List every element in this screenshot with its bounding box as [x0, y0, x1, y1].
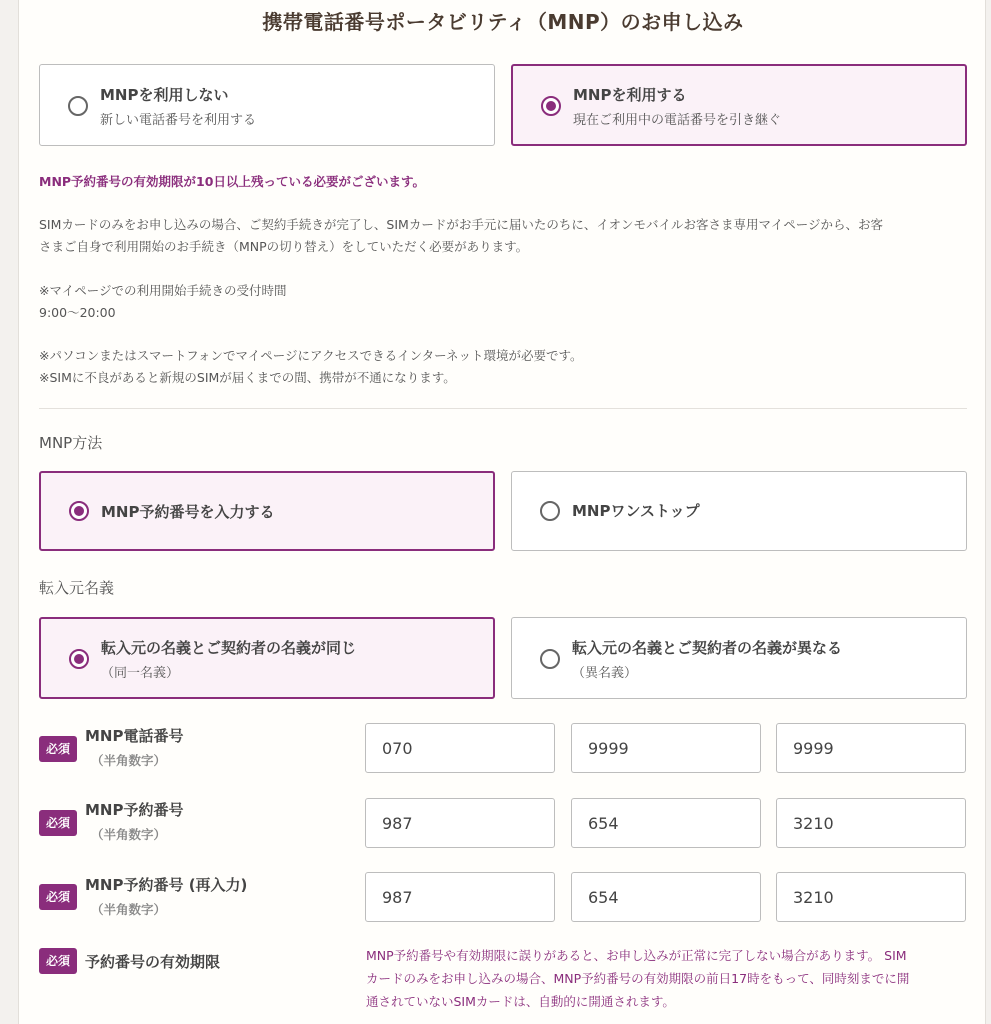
sim-only-info	[39, 214, 969, 258]
mypage-hours-info	[39, 280, 969, 324]
info-line: ※パソコンまたはスマートフォンでマイページにアクセスできるインターネット環境が必要です。	[39, 348, 583, 363]
option-mnp-use[interactable]	[511, 64, 967, 146]
mnp-reservation-label: MNP予約番号	[85, 801, 184, 819]
transfer-name-label: 転入元名義	[39, 579, 115, 597]
expiry-label: 予約番号の有効期限	[85, 953, 221, 971]
radio-checked-icon[interactable]	[69, 649, 89, 669]
mnp-phone-hint: （半角数字）	[91, 753, 167, 768]
required-badge: 必須	[39, 736, 77, 762]
radio-checked-icon[interactable]	[69, 501, 89, 521]
section-divider	[39, 408, 967, 409]
option-mnp-reservation-number[interactable]	[39, 471, 495, 551]
mnp-reservation-input-2[interactable]	[571, 798, 761, 848]
option-mnp-onestop[interactable]	[511, 471, 967, 551]
info-line: ※SIMに不良があると新規のSIMが届くまでの間、携帯が不通になります。	[39, 370, 456, 385]
option-title: MNPワンストップ	[572, 502, 700, 520]
option-subtitle: （異名義）	[572, 666, 638, 681]
radio-checked-icon[interactable]	[541, 96, 561, 116]
option-same-name[interactable]	[39, 617, 495, 699]
option-different-name[interactable]	[511, 617, 967, 699]
option-title: 転入元の名義とご契約者の名義が同じ	[101, 639, 357, 657]
mnp-reservation-input-3[interactable]	[776, 798, 966, 848]
mnp-reservation-input-1[interactable]	[365, 798, 555, 848]
required-badge: 必須	[39, 948, 77, 974]
option-mnp-not-use[interactable]	[39, 64, 495, 146]
caution-info	[39, 345, 969, 389]
mnp-method-label: MNP方法	[39, 434, 103, 452]
expiry-requirement-notice: MNP予約番号の有効期限が10日以上残っている必要がございます。	[39, 174, 425, 189]
option-subtitle: 新しい電話番号を利用する	[100, 113, 257, 128]
info-line: ※マイページでの利用開始手続きの受付時間	[39, 283, 287, 298]
mnp-reservation-hint: （半角数字）	[91, 827, 167, 842]
info-line: さまご自身で利用開始のお手続き（MNPの切り替え）をしていただく必要があります。	[39, 239, 529, 254]
mnp-phone-input-2[interactable]	[571, 723, 761, 773]
expiry-caution-note	[366, 944, 966, 1013]
option-title: MNPを利用する	[573, 86, 687, 104]
required-badge: 必須	[39, 810, 77, 836]
radio-unchecked-icon[interactable]	[540, 501, 560, 521]
page-title: 携帯電話番号ポータビリティ（MNP）のお申し込み	[262, 10, 744, 34]
radio-unchecked-icon[interactable]	[540, 649, 560, 669]
mnp-reservation-confirm-input-1[interactable]	[365, 872, 555, 922]
mnp-form-panel	[18, 0, 986, 1024]
required-badge: 必須	[39, 884, 77, 910]
mnp-reservation-confirm-hint: （半角数字）	[91, 902, 167, 917]
note-line: MNP予約番号や有効期限に誤りがあると、お申し込みが正常に完了しない場合があります。 SIM	[366, 948, 907, 963]
option-title: MNPを利用しない	[100, 86, 229, 104]
option-subtitle: （同一名義）	[101, 666, 180, 681]
mnp-reservation-confirm-label: MNP予約番号 (再入力)	[85, 876, 248, 894]
mnp-phone-input-3[interactable]	[776, 723, 966, 773]
info-line: 9:00〜20:00	[39, 305, 116, 320]
mnp-reservation-confirm-input-3[interactable]	[776, 872, 966, 922]
option-subtitle: 現在ご利用中の電話番号を引き継ぐ	[573, 113, 782, 128]
option-title: 転入元の名義とご契約者の名義が異なる	[572, 639, 843, 657]
note-line: カードのみをお申し込みの場合、MNP予約番号の有効期限の前日17時をもって、同時刻までに開	[366, 971, 910, 986]
info-line: SIMカードのみをお申し込みの場合、ご契約手続きが完了し、SIMカードがお手元に届いたのちに、イオンモバイルお客さま専用マイページから、お客	[39, 217, 883, 232]
mnp-phone-label: MNP電話番号	[85, 727, 184, 745]
mnp-reservation-confirm-input-2[interactable]	[571, 872, 761, 922]
option-title: MNP予約番号を入力する	[101, 503, 275, 521]
note-line: 通されていないSIMカードは、自動的に開通されます。	[366, 994, 675, 1009]
mnp-phone-input-1[interactable]	[365, 723, 555, 773]
radio-unchecked-icon[interactable]	[68, 96, 88, 116]
